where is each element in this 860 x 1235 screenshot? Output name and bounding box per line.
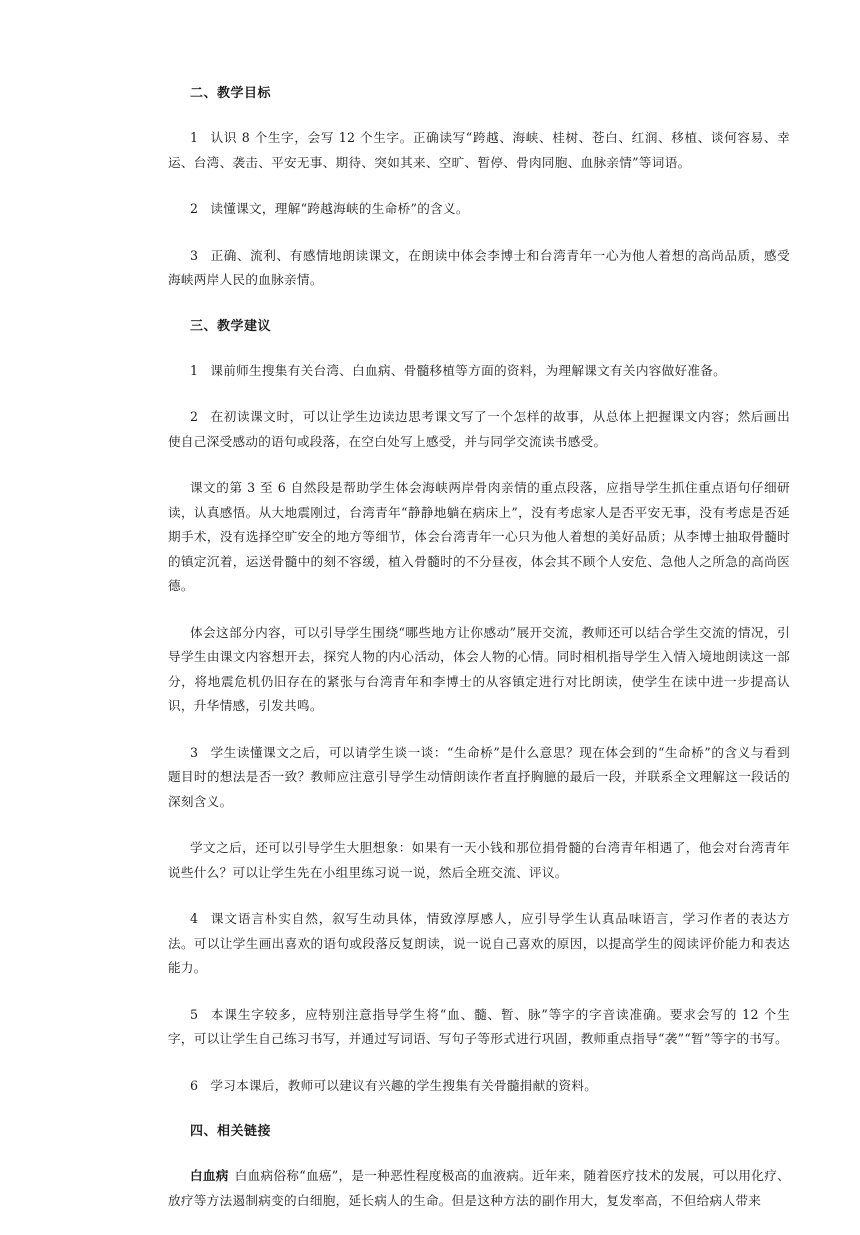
suggestion-item-2 [168,405,790,454]
goal-item-1 [168,126,790,175]
goal-item-3 [168,244,790,293]
document-body [168,82,790,1235]
item-text: 读懂课文，理解“跨越海峡的生命桥”的含义。 [210,201,469,216]
suggestion-item-4 [168,907,790,981]
item-number: 2 [190,409,199,424]
item-text: 在初读课文时，可以让学生边读边思考课文写了一个怎样的故事，从总体上把握课文内容；然后画出使自己深受感动的语句或段落，在空白处写上感受，并与同学交流读书感受。 [168,409,790,449]
item-number: 4 [190,911,199,926]
item-text: 学习本课后，教师可以建议有兴趣的学生搜集有关骨髓捐献的资料。 [210,1077,598,1093]
item-text: 本课生字较多，应特别注意指导学生将“血、髓、暂、脉”等字的字音读准确。要求会写的 12 个生字，可以让学生自己练习书写，并通过写词语、写句子等形式进行巩固，教师重点指导“袭”“暂”等字的书写。 [168,1006,790,1046]
suggestion-item-1 [168,359,790,384]
item-text: 正确、流利、有感情地朗读课文，在朗读中体会李博士和台湾青年一心为他人着想的高尚品质，感受海峡两岸人民的血脉亲情。 [168,247,790,287]
suggestion-paragraph-c: 学文之后，还可以引导学生大胆想象：如果有一天小钱和那位捐骨髓的台湾青年相遇了，他会对台湾青年说些什么？可以让学生先在小组里练习说一说，然后全班交流、评议。 [168,840,790,880]
item-number: 3 [190,247,199,263]
item-text: 课文语言朴实自然，叙写生动具体，情致淳厚感人，应引导学生认真品味语言，学习作者的表达方法。可以让学生画出喜欢的语句或段落反复朗读，说一说自己喜欢的原因，以提高学生的阅读评价能力和表达能力。 [168,911,790,975]
link-entry-leukemia [168,1164,790,1213]
term-label: 白血病 [190,1168,229,1183]
item-text: 课前师生搜集有关台湾、白血病、骨髓移植等方面的资料，为理解课文有关内容做好准备。 [210,362,727,378]
suggestion-paragraph-a: 课文的第 3 至 6 自然段是帮助学生体会海峡两岸骨肉亲情的重点段落，应指导学生抓住重点语句仔细研读，认真感悟。从大地震刚过，台湾青年“静静地躺在病床上”，没有考虑家人是否平安无事，没有考虑是否延期手术，没有选择空旷安全的地方等细节，体会台湾青年一心只为他人着想的美好品质；从李博士抽取骨髓时的镇定沉着，运送骨髓中的刻不容缓，植入骨髓时的不分昼夜，体会其不顾个人安危、急他人之所急的高尚医德。 [168,480,790,593]
suggestion-item-6 [168,1074,790,1099]
item-text: 认识 8 个生字，会写 12 个生字。正确读写“跨越、海峡、桂树、苍白、红润、移植、谈何容易、幸运、台湾、袭击、平安无事、期待、突如其来、空旷、暂停、骨肉同胞、血脉亲情”等词语。 [168,130,790,170]
term-description: 白血病俗称“血癌”，是一种恶性程度极高的血液病。近年来，随着医疗技术的发展，可以用化疗、放疗等方法遏制病变的白细胞，延长病人的生命。但是这种方法的副作用大，复发率高，不但给病人带来 [168,1168,790,1208]
item-text: 学生读懂课文之后，可以请学生谈一谈：“生命桥”是什么意思？现在体会到的“生命桥”的含义与看到题目时的想法是否一致？教师应注意引导学生动情朗读作者直抒胸臆的最后一段，并联系全文理解这一段话的深刻含义。 [168,744,790,809]
item-number: 1 [190,130,199,145]
item-number: 3 [190,744,199,760]
suggestion-item-5 [168,1003,790,1052]
suggestion-item-3 [168,741,790,815]
section-heading-suggestions: 三、教学建议 [190,318,272,334]
goal-item-2 [168,197,790,222]
suggestion-paragraph-b: 体会这部分内容，可以引导学生围绕“哪些地方让你感动”展开交流，教师还可以结合学生交流的情况，引导学生由课文内容想开去，探究人物的内心活动，体会人物的心情。同时相机指导学生入情入境地朗读这一部分，将地震危机仍旧存在的紧张与台湾青年和李博士的从容镇定进行对比朗读，使学生在读中进一步提高认识，升华情感，引发共鸣。 [168,624,790,713]
item-number: 1 [190,362,199,378]
item-number: 6 [190,1077,199,1093]
section-heading-links: 四、相关链接 [190,1124,272,1139]
section-heading-goals: 二、教学目标 [190,86,272,101]
item-number: 2 [190,201,199,216]
item-number: 5 [190,1006,199,1022]
